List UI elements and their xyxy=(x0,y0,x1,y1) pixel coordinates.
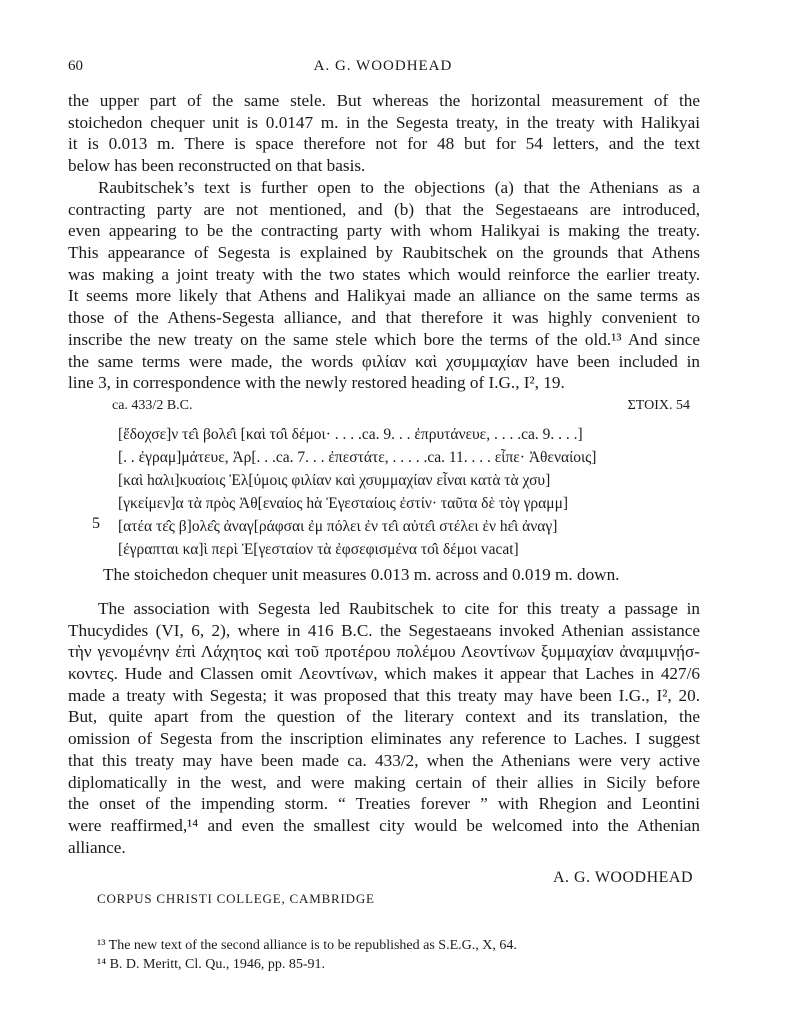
inscription-line: [. . ἐγραμ]μάτευε, Ἀρ[. . .ca. 7. . . ἐπεστάτε, . . . . .ca. 11. . . . εἶπε· Ἀθεναίοις] xyxy=(118,449,597,466)
page-number: 60 xyxy=(68,58,83,74)
text-line: even appearing to be the contracting party with whom Halikyai is making the treaty. xyxy=(68,221,700,241)
footnote: ¹⁴ B. D. Meritt, Cl. Qu., 1946, pp. 85-91. xyxy=(97,957,326,972)
text-line: stoichedon chequer unit is 0.0147 m. in the Segesta treaty, in the treaty with Halikyai xyxy=(68,112,700,132)
text-line: κοντες. Hude and Classen omit Λεοντίνων, which makes it appear that Laches in 427/6 xyxy=(68,664,700,684)
text-line: diplomatically in the west, and were making certain of their allies in Sicily before xyxy=(68,772,700,792)
text-line: the upper part of the same stele. But whereas the horizontal measurement of the xyxy=(68,91,700,110)
inscription-line: [ατέα τε̂ς β]ολε̂ς ἀναγ[ράφσαι ἐμ πόλει ἐν τε̂ι αὐτε̂ι στέλει ἐν hε̂ι ἀναγ] xyxy=(118,518,558,535)
inscription-line-number: 5 xyxy=(92,515,100,532)
text-line: contracting party are not mentioned, and (b) that the Segestaeans are introduced, xyxy=(68,199,700,219)
page-header xyxy=(68,58,698,80)
inscription-line: [καὶ hαλι]κυαίοις Ἐλ[ύμοις φιλίαν καὶ χσυμμαχίαν εἶναι κατὰ τὰ χσυ] xyxy=(118,472,551,489)
text-line: those of the Athens-Segesta alliance, and that therefore it was highly convenient to xyxy=(68,308,700,328)
text-line: Raubitschek’s text is further open to the objections (a) that the Athenians as a xyxy=(98,178,700,197)
text-line: τὴν γενομένην ἐπὶ Λάχητος καὶ τοῦ προτέρου πολέμου Λεοντίνων ξυμμαχίαν ἀναμιμνῄσ- xyxy=(68,642,700,662)
text-line: the same terms were made, the words φιλίαν καὶ χσυμμαχίαν have been included in xyxy=(68,351,700,371)
inscription-date: ca. 433/2 B.C. xyxy=(112,398,193,413)
text-line: Thucydides (VI, 6, 2), where in 416 B.C. the Segestaeans invoked Athenian assistance xyxy=(68,620,700,640)
text-line: The association with Segesta led Raubitschek to cite for this treaty a passage in xyxy=(98,599,700,618)
paragraph-1 xyxy=(68,90,700,177)
text-line: it is 0.013 m. There is space therefore not for 48 but for 54 letters, and the text xyxy=(68,134,700,154)
author-signature: A. G. WOODHEAD xyxy=(553,869,694,886)
text-line: that this treaty may have been made ca. 433/2, when the Athenians were very active xyxy=(68,750,700,770)
inscription-line: [έγραπται κα]ὶ περὶ Ἐ[γεσταίον τὰ ἐφσεφισμένα το̂ι δέμοι vacat] xyxy=(118,541,519,558)
inscription-line: [γκείμεν]α τὰ πρὸς Ἀθ[εναίος hὰ Ἐγεσταίοις ἐστίν· ταῦτα δὲ τὸγ γραμμ] xyxy=(118,495,569,512)
paragraph-2 xyxy=(68,177,700,394)
text-line: below has been reconstructed on that basis. xyxy=(68,156,366,176)
text-line: This appearance of Segesta is explained by Raubitschek on the grounds that Athens xyxy=(68,243,700,263)
text-line: the onset of the impending storm. “ Treaties forever ” with Rhegion and Leontini xyxy=(68,794,700,814)
text-line: inscribe the new treaty on the same stele which bore the terms of the old.¹³ And since xyxy=(68,329,700,349)
stoichedon-count: ΣΤΟΙΧ. 54 xyxy=(627,398,690,413)
text-line: alliance. xyxy=(68,837,126,857)
inscription-line: [ἔδοχσε]ν τε̂ι βολε̂ι [καὶ το̂ι δέμοι· . . . .ca. 9. . . ἐπρυτάνευε, . . . .ca. 9. . . .] xyxy=(118,426,583,443)
text-line: line 3, in correspondence with the newly restored heading of I.G., I², 19. xyxy=(68,373,565,393)
running-title: A. G. WOODHEAD xyxy=(313,58,453,74)
text-line: omission of Segesta from the inscription eliminates any reference to Laches. I suggest xyxy=(68,729,700,749)
author-affiliation: CORPUS CHRISTI COLLEGE, CAMBRIDGE xyxy=(97,891,375,906)
text-line: It seems more likely that Athens and Halikyai made an alliance on the same terms as xyxy=(68,286,700,306)
footnote: ¹³ The new text of the second alliance is to be republished as S.E.G., X, 64. xyxy=(97,938,517,953)
text-line: made a treaty with Segesta; it was proposed that this treaty may have been I.G., I², 20. xyxy=(68,685,700,705)
text-line: were reaffirmed,¹⁴ and even the smallest city would be welcomed into the Athenian xyxy=(68,815,700,835)
paragraph-3 xyxy=(68,598,700,858)
text-line: But, quite apart from the question of the literary context and its translation, the xyxy=(68,707,700,727)
inscription-text xyxy=(118,423,678,561)
chequer-note: The stoichedon chequer unit measures 0.013 m. across and 0.019 m. down. xyxy=(103,565,620,584)
text-line: was making a joint treaty with the two states which would reinforce the earlier treaty. xyxy=(68,264,700,284)
inscription-header xyxy=(112,398,690,418)
